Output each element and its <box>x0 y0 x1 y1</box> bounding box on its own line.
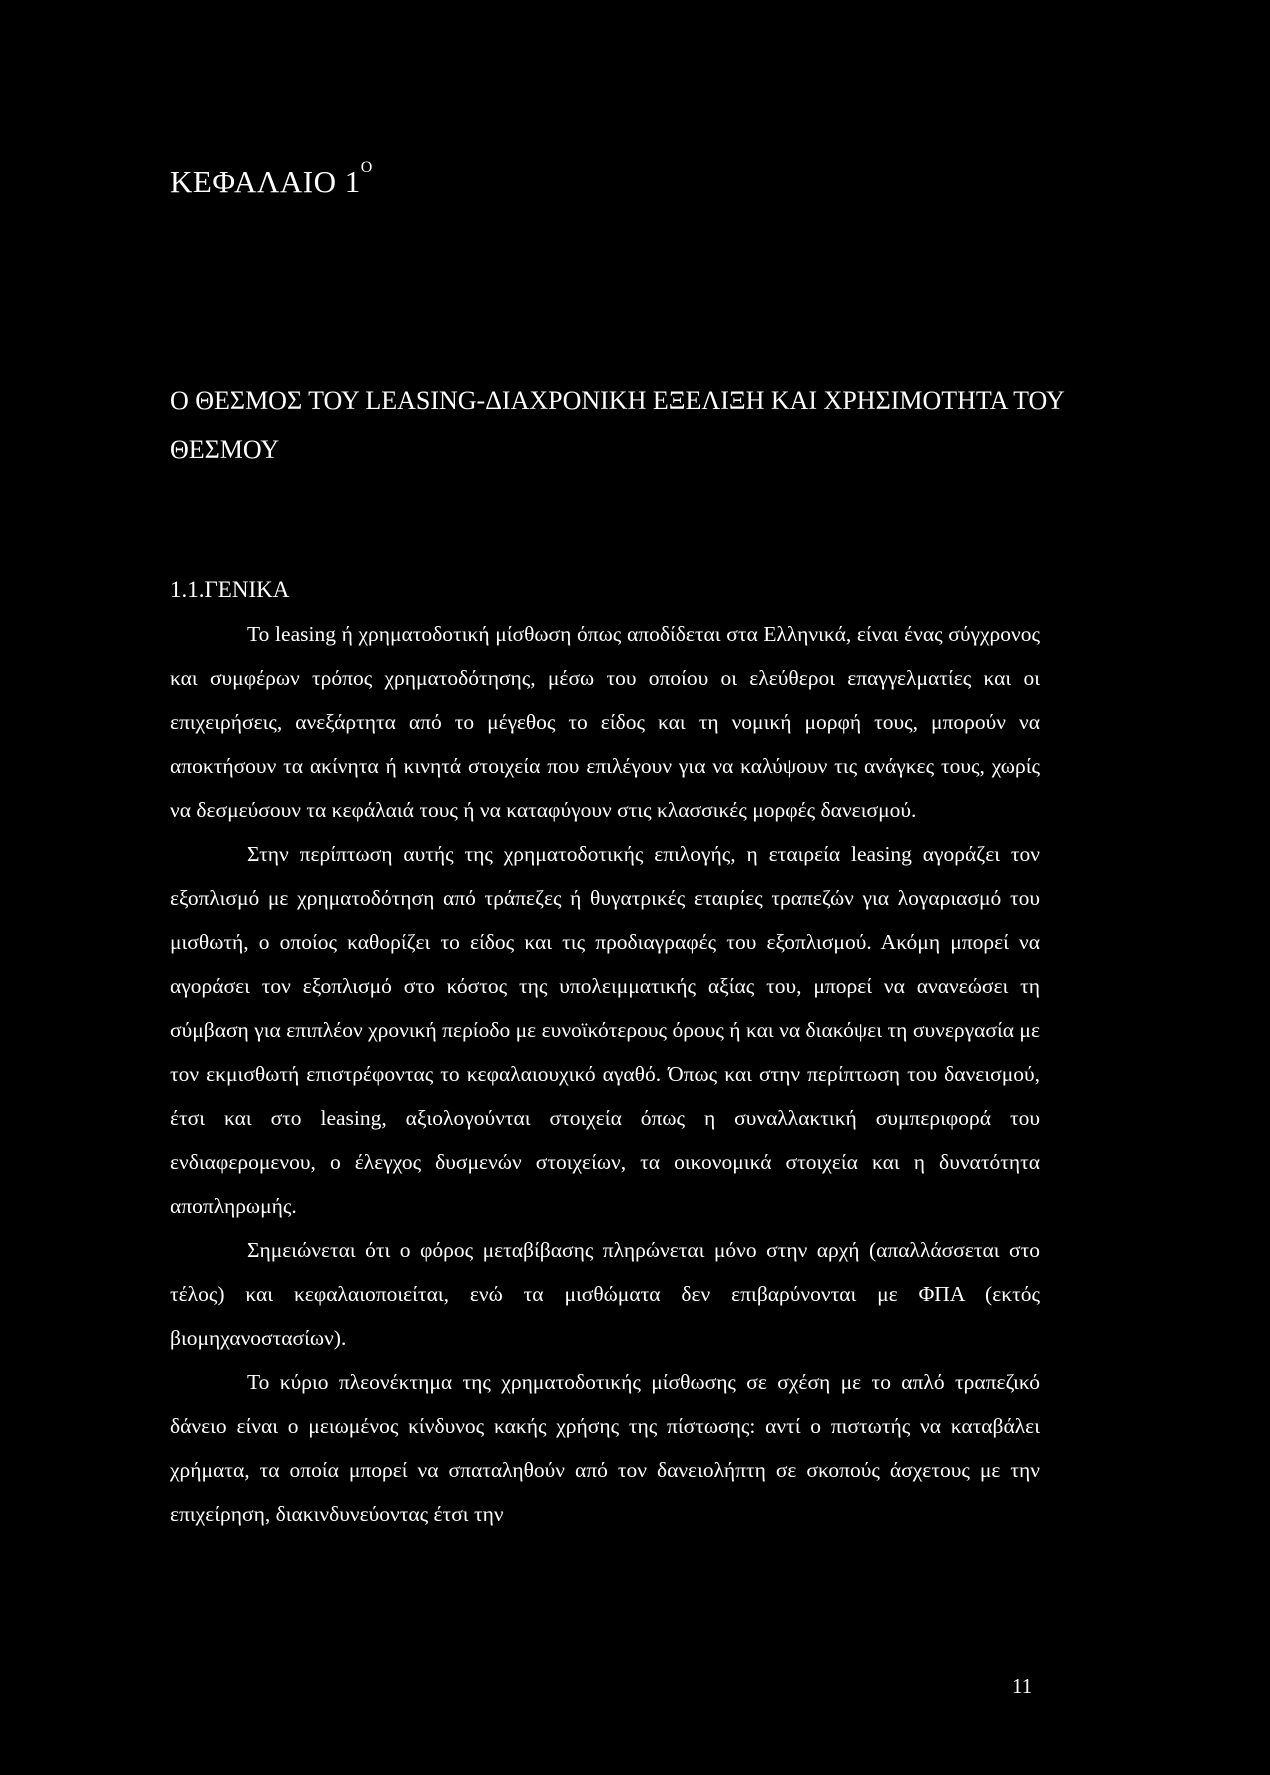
page-number: 11 <box>1012 1674 1033 1698</box>
chapter-heading-superscript: Ο <box>360 159 373 176</box>
chapter-title: Ο ΘΕΣΜΟΣ ΤΟΥ LEASING-ΔΙΑΧΡΟΝΙΚΗ ΕΞΕΛΙΞΗ ΚΑΙ ΧΡΗΣΙΜΟΤΗΤΑ ΤΟΥ ΘΕΣΜΟΥ <box>170 386 1064 464</box>
paragraph-2: Στην περίπτωση αυτής της χρηματοδοτικής επιλογής, η εταιρεία leasing αγοράζει τον εξοπλισμό με χρηματοδότηση από τράπεζες ή θυγατρικές εταιρίες τραπεζών για λογαριασμό του μισθωτή, ο οποίος καθορίζει το είδος και τις προδιαγραφές του εξοπλισμού. Ακόμη μπορεί να αγοράσει τον εξοπλισμό στο κόστος της υπολειμματικής αξίας του, μπορεί να ανανεώσει τη σύμβαση για επιπλέον χρονική περίοδο με ευνοϊκότερους όρους ή και να διακόψει τη συνεργασία με τον εκμισθωτή επιστρέφοντας το κεφαλαιουχικό αγαθό. Όπως και στην περίπτωση του δανεισμού, έτσι και στο leasing, αξιολογούνται στοιχεία όπως η συναλλακτική συμπεριφορά του ενδιαφερομενου, ο έλεγχος δυσμενών στοιχείων, τα οικονομικά στοιχεία και η δυνατότητα αποπληρωμής. <box>170 842 1040 1218</box>
paragraph-3: Σημειώνεται ότι ο φόρος μεταβίβασης πληρώνεται μόνο στην αρχή (απαλλάσσεται στο τέλος) και κεφαλαιοποιείται, ενώ τα μισθώματα δεν επιβαρύνονται με ΦΠΑ (εκτός βιομηχανοστασίων). <box>170 1238 1040 1350</box>
section-heading: 1.1.ΓΕΝΙΚΑ <box>170 577 290 602</box>
body-text <box>170 612 1040 1536</box>
paragraph-4: Το κύριο πλεονέκτημα της χρηματοδοτικής μίσθωσης σε σχέση με το απλό τραπεζικό δάνειο είναι ο μειωμένος κίνδυνος κακής χρήσης της πίστωσης: αντί ο πιστωτής να καταβάλει χρήματα, τα οποία μπορεί να σπαταληθούν από τον δανειολήπτη σε σκοπούς άσχετους με την επιχείρηση, διακινδυνεύοντας έτσι την <box>170 1370 1040 1526</box>
chapter-heading-text: ΚΕΦΑΛΑΙΟ 1 <box>170 164 361 199</box>
chapter-heading <box>170 159 373 199</box>
paragraph-1: Το leasing ή χρηματοδοτική μίσθωση όπως αποδίδεται στα Ελληνικά, είναι ένας σύγχρονος και συμφέρων τρόπος χρηματοδότησης, μέσω του οποίου οι ελεύθεροι επαγγελματίες και οι επιχειρήσεις, ανεξάρτητα από το μέγεθος το είδος και τη νομική μορφή τους, μπορούν να αποκτήσουν τα ακίνητα ή κινητά στοιχεία που επιλέγουν για να καλύψουν τις ανάγκες τους, χωρίς να δεσμεύσουν τα κεφάλαιά τους ή να καταφύγουν στις κλασσικές μορφές δανεισμού. <box>170 622 1040 822</box>
